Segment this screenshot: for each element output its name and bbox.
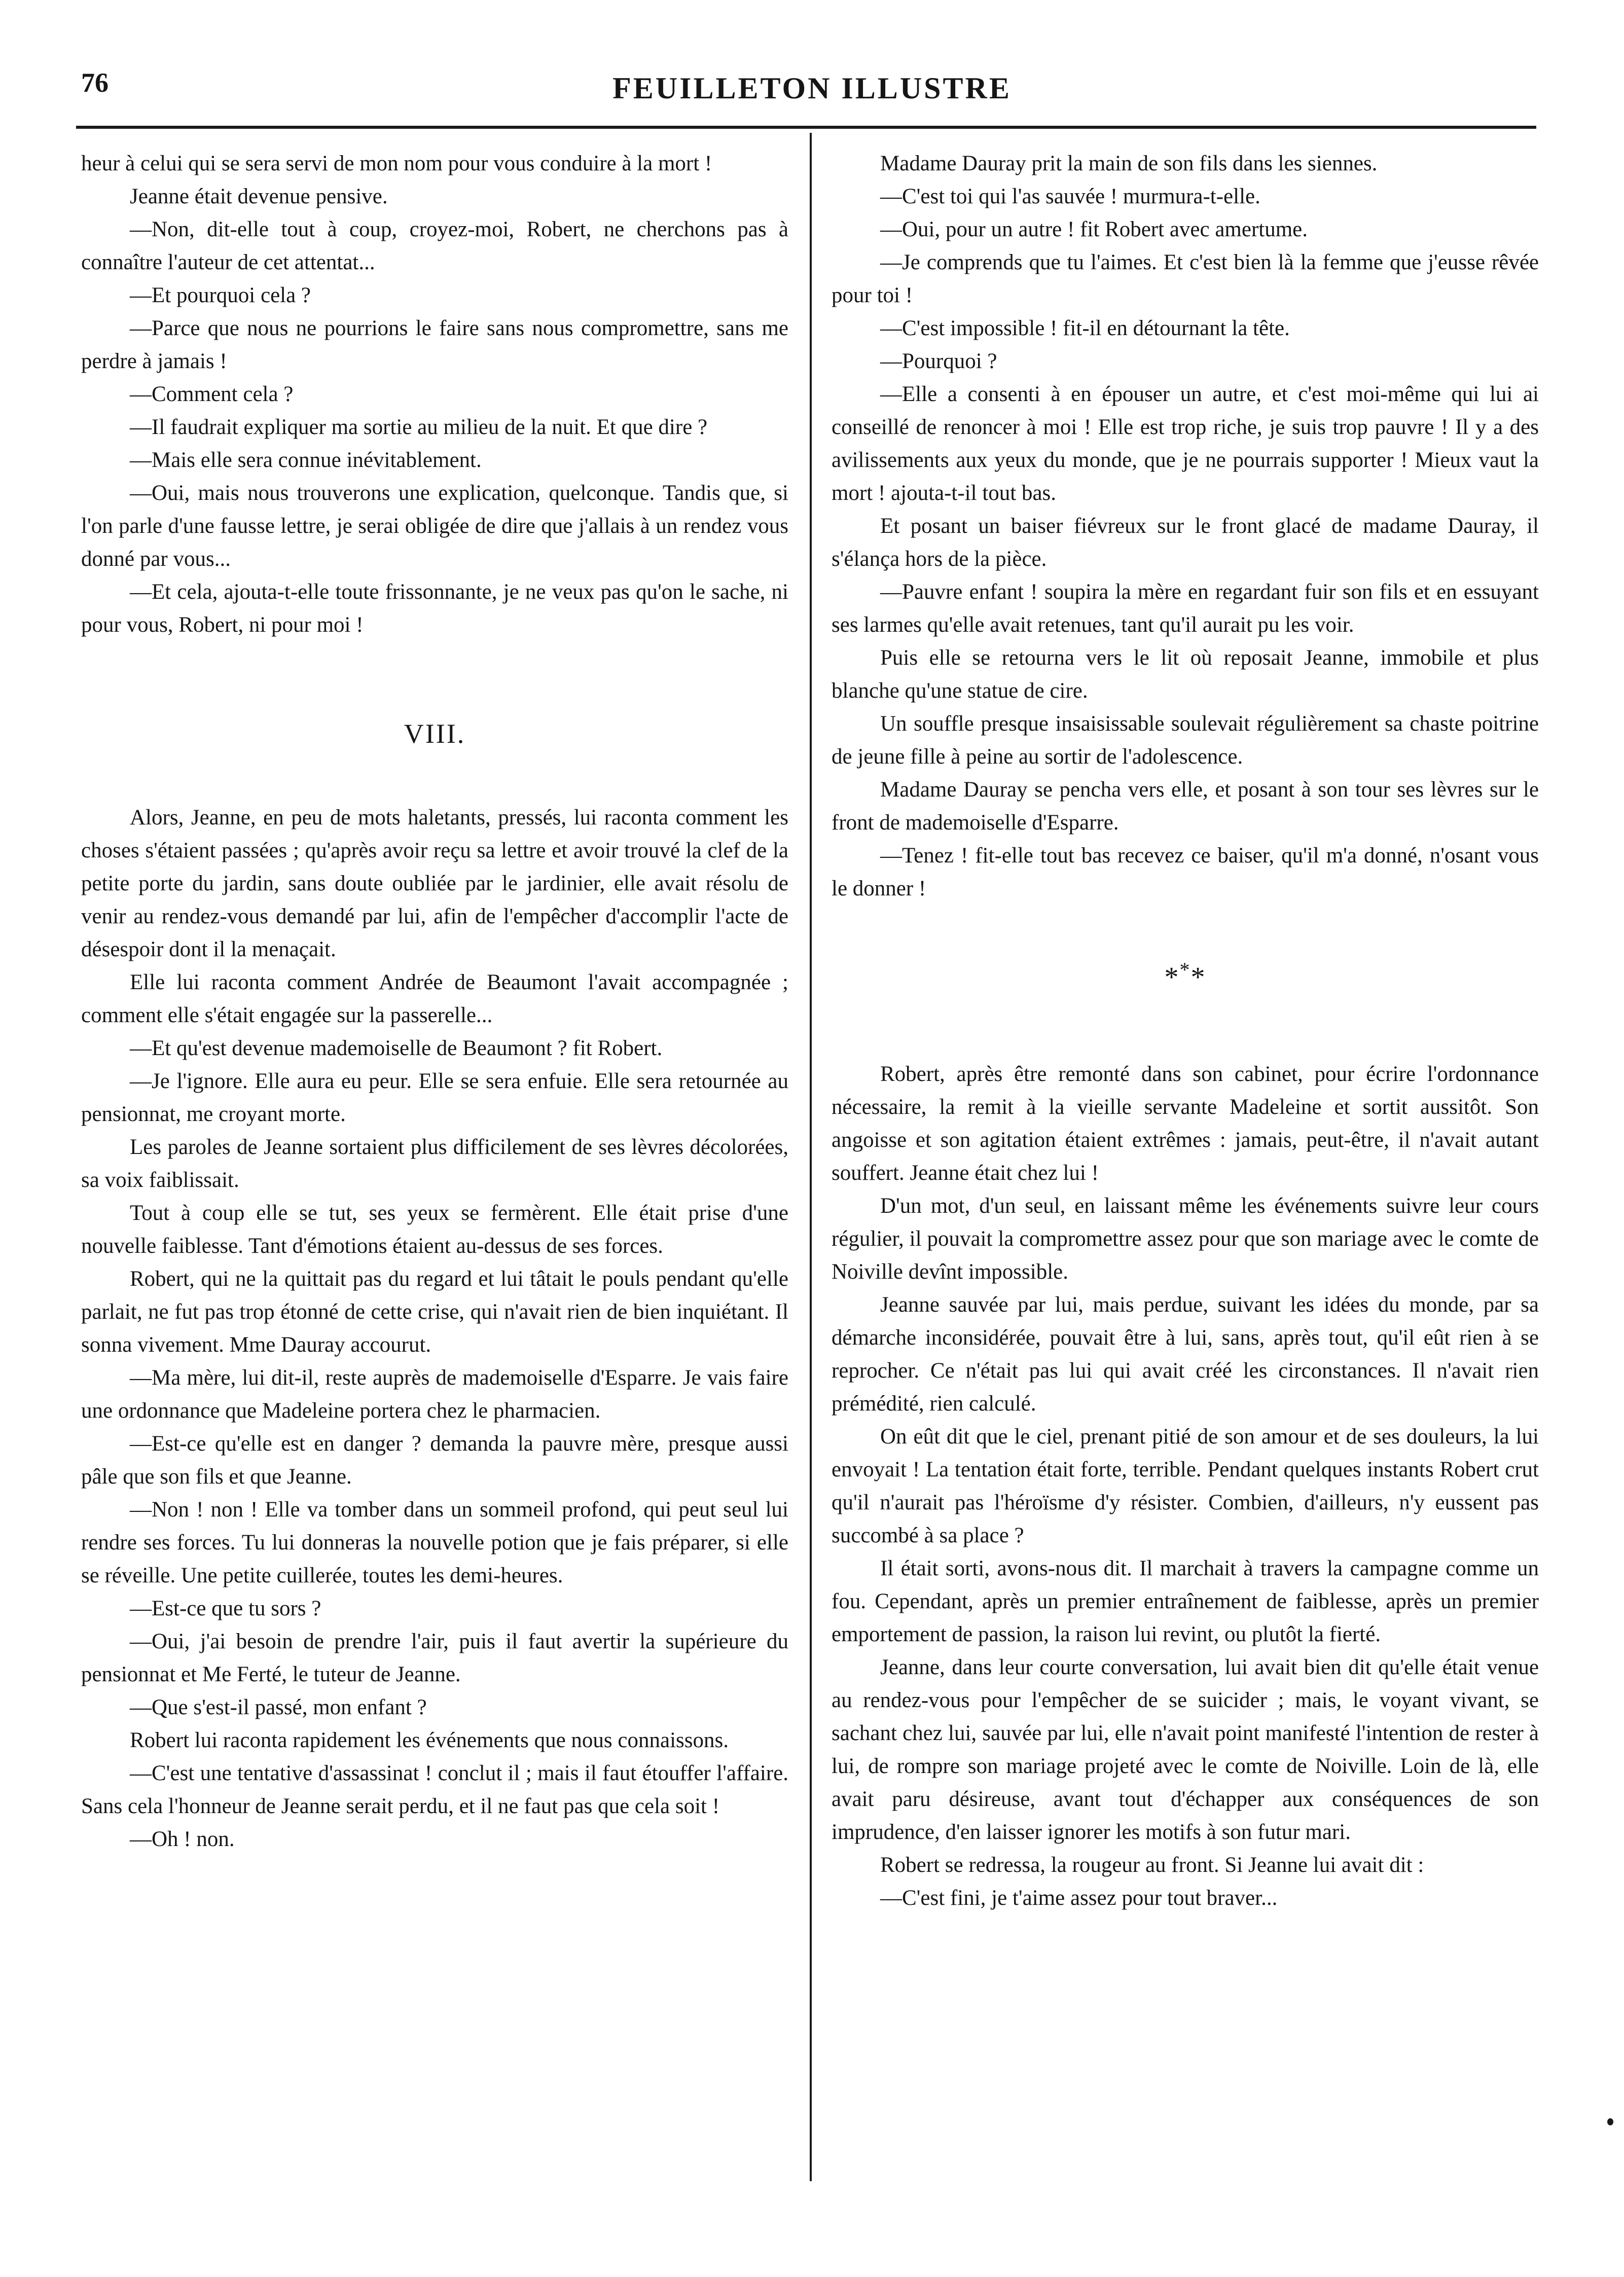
column-divider [810, 133, 812, 2181]
paragraph: Jeanne, dans leur courte conversation, lui avait bien dit qu'elle était venue au rendez-vous pour l'empêcher de se suicider ; mais, le voyant vivant, se sachant chez lui, sauvée par lui, elle n'avait point manifesté l'intention de rester à lui, de rompre son mariage projeté avec le comte de Noiville. Loin de là, elle avait paru désireuse, avant tout d'échapper aux conséquences de son imprudence, d'en laisser ignorer les motifs à son futur mari. [832, 1655, 1539, 1844]
paragraph: —Pauvre enfant ! soupira la mère en regardant fuir son fils et en essuyant ses larmes qu'elle avait retenues, tant qu'il aurait pu les voir. [832, 580, 1539, 637]
paragraph: Alors, Jeanne, en peu de mots haletants, pressés, lui raconta comment les choses s'étaient passées ; qu'après avoir reçu sa lettre et avoir trouvé la clef de la petite porte du jardin, sans doute oubliée par le jardinier, elle avait résolu de venir au rendez-vous demandé par lui, afin de l'empêcher d'accomplir l'acte de désespoir dont il la menaçait. [81, 806, 788, 961]
asterism-star: * [1190, 961, 1206, 993]
paragraph: Robert se redressa, la rougeur au front. Si Jeanne lui avait dit : [880, 1853, 1424, 1877]
paragraph: —Oui, pour un autre ! fit Robert avec amertume. [880, 218, 1308, 241]
paragraph: —Et qu'est devenue mademoiselle de Beaumont ? fit Robert. [130, 1036, 663, 1060]
paragraph: Madame Dauray prit la main de son fils dans les siennes. [880, 152, 1378, 175]
paragraph: heur à celui qui se sera servi de mon nom pour vous conduire à la mort ! [81, 152, 712, 175]
paragraph: —Oui, mais nous trouverons une explication, quelconque. Tandis que, si l'on parle d'une fausse lettre, je serai obligée de dire que j'allais à un rendez vous donné par vous... [81, 481, 788, 571]
paragraph: —Elle a consenti à en épouser un autre, et c'est moi-même qui lui ai conseillé de renoncer à moi ! Elle est trop riche, je suis trop pauvre ! Il y a des avilissements aux yeux du monde, que je ne pourrais supporter ! Mieux vaut la mort ! ajouta-t-il tout bas. [832, 382, 1539, 505]
paragraph: —Non ! non ! Elle va tomber dans un sommeil profond, qui peut seul lui rendre ses forces. Tu lui donneras la nouvelle potion que je fais préparer, si elle se réveille. Une petite cuillerée, toutes les demi-heures. [81, 1498, 788, 1587]
paragraph: Un souffle presque insaisissable soulevait régulièrement sa chaste poitrine de jeune fille à peine au sortir de l'adolescence. [832, 712, 1539, 769]
paragraph: Et posant un baiser fiévreux sur le front glacé de madame Dauray, il s'élança hors de la pièce. [832, 514, 1539, 571]
paragraph: Puis elle se retourna vers le lit où reposait Jeanne, immobile et plus blanche qu'une statue de cire. [832, 646, 1539, 703]
paragraph: —Oui, j'ai besoin de prendre l'air, puis il faut avertir la supérieure du pensionnat et Me Ferté, le tuteur de Jeanne. [81, 1630, 788, 1686]
asterism-star-raised: * [1179, 958, 1191, 981]
paragraph: Jeanne sauvée par lui, mais perdue, suivant les idées du monde, par sa démarche inconsidérée, pouvait être à lui, sans, après tout, qu'il eût rien à se reprocher. Ce n'était pas lui qui avait créé les circonstances. Il n'avait rien prémédité, rien calculé. [832, 1292, 1539, 1416]
paragraph: —Et pourquoi cela ? [130, 283, 311, 307]
paragraph: —Je l'ignore. Elle aura eu peur. Elle se sera enfuie. Elle sera retournée au pensionnat, me croyant morte. [81, 1069, 788, 1126]
paragraph: —Est-ce que tu sors ? [130, 1597, 321, 1620]
left-column [81, 147, 788, 1856]
paragraph: —C'est toi qui l'as sauvée ! murmura-t-elle. [880, 185, 1260, 208]
paragraph: On eût dit que le ciel, prenant pitié de son amour et de ses douleurs, la lui envoyait ! La tentation était forte, terrible. Pendant quelques instants Robert crut qu'il n'aurait pas l'héroïsme d'y résister. Combien, d'ailleurs, n'y eussent pas succombé à sa place ? [832, 1424, 1539, 1547]
paragraph: Il était sorti, avons-nous dit. Il marchait à travers la campagne comme un fou. Cependant, après un premier entraînement de faiblesse, après un premier emportement de passion, la raison lui revint, ou plutôt la fierté. [832, 1556, 1539, 1646]
paragraph: —Je comprends que tu l'aimes. Et c'est bien là la femme que j'eusse rêvée pour toi ! [832, 250, 1539, 307]
section-break-asterism [832, 953, 1539, 994]
paragraph: Les paroles de Jeanne sortaient plus difficilement de ses lèvres décolorées, sa voix faiblissait. [81, 1135, 788, 1192]
paragraph: —Comment cela ? [130, 382, 294, 406]
paragraph: Madame Dauray se pencha vers elle, et posant à son tour ses lèvres sur le front de mademoiselle d'Esparre. [832, 778, 1539, 835]
paragraph: —Il faudrait expliquer ma sortie au milieu de la nuit. Et que dire ? [130, 415, 708, 439]
right-column [832, 147, 1539, 1914]
paragraph: Robert lui raconta rapidement les événements que nous connaissons. [130, 1728, 729, 1752]
paragraph: —Ma mère, lui dit-il, reste auprès de mademoiselle d'Esparre. Je vais faire une ordonnance que Madeleine portera chez le pharmacien. [81, 1366, 788, 1423]
ink-dot [1607, 2118, 1613, 2125]
paragraph: Tout à coup elle se tut, ses yeux se fermèrent. Elle était prise d'une nouvelle faiblesse. Tant d'émotions étaient au-dessus de ses forces. [81, 1201, 788, 1258]
paragraph: Jeanne était devenue pensive. [130, 185, 388, 208]
paragraph: —C'est fini, je t'aime assez pour tout braver... [880, 1886, 1278, 1910]
paragraph: —Que s'est-il passé, mon enfant ? [130, 1695, 427, 1719]
chapter-heading: VIII. [404, 718, 466, 749]
paragraph: —C'est impossible ! fit-il en détournant la tête. [880, 316, 1290, 340]
paragraph: —Mais elle sera connue inévitablement. [130, 448, 482, 472]
running-title: FEUILLETON ILLUSTRE [612, 71, 1012, 105]
paragraph: —Est-ce qu'elle est en danger ? demanda la pauvre mère, presque aussi pâle que son fils et que Jeanne. [81, 1432, 788, 1489]
page-number: 76 [81, 67, 109, 98]
asterism-star: * [1164, 961, 1180, 993]
paragraph: —Tenez ! fit-elle tout bas recevez ce baiser, qu'il m'a donné, n'osant vous le donner ! [832, 844, 1539, 900]
paragraph: —Non, dit-elle tout à coup, croyez-moi, Robert, ne cherchons pas à connaître l'auteur de cet attentat... [81, 218, 788, 274]
paragraph: —Oh ! non. [130, 1827, 235, 1851]
header-rule [76, 126, 1536, 129]
paragraph: D'un mot, d'un seul, en laissant même les événements suivre leur cours régulier, il pouvait la compromettre assez pour que son mariage avec le comte de Noiville devînt impossible. [832, 1194, 1539, 1284]
paragraph: Robert, après être remonté dans son cabinet, pour écrire l'ordonnance nécessaire, la remit à la vieille servante Madeleine et sortit aussitôt. Son angoisse et son agitation étaient extrêmes : jamais, peut-être, il n'avait autant souffert. Jeanne était chez lui ! [832, 1062, 1539, 1185]
paragraph: Elle lui raconta comment Andrée de Beaumont l'avait accompagnée ; comment elle s'était engagée sur la passerelle... [81, 970, 788, 1027]
paragraph: —Parce que nous ne pourrions le faire sans nous compromettre, sans me perdre à jamais ! [81, 316, 788, 373]
paragraph: —C'est une tentative d'assassinat ! conclut il ; mais il faut étouffer l'affaire. Sans cela l'honneur de Jeanne serait perdu, et il ne faut pas que cela soit ! [81, 1761, 788, 1818]
paragraph: —Pourquoi ? [880, 349, 997, 373]
paragraph: —Et cela, ajouta-t-elle toute frissonnante, je ne veux pas qu'on le sache, ni pour vous, Robert, ni pour moi ! [81, 580, 788, 637]
paragraph: Robert, qui ne la quittait pas du regard et lui tâtait le pouls pendant qu'elle parlait, ne fut pas trop étonné de cette crise, qui n'avait rien de bien inquiétant. Il sonna vivement. Mme Dauray accourut. [81, 1267, 788, 1357]
